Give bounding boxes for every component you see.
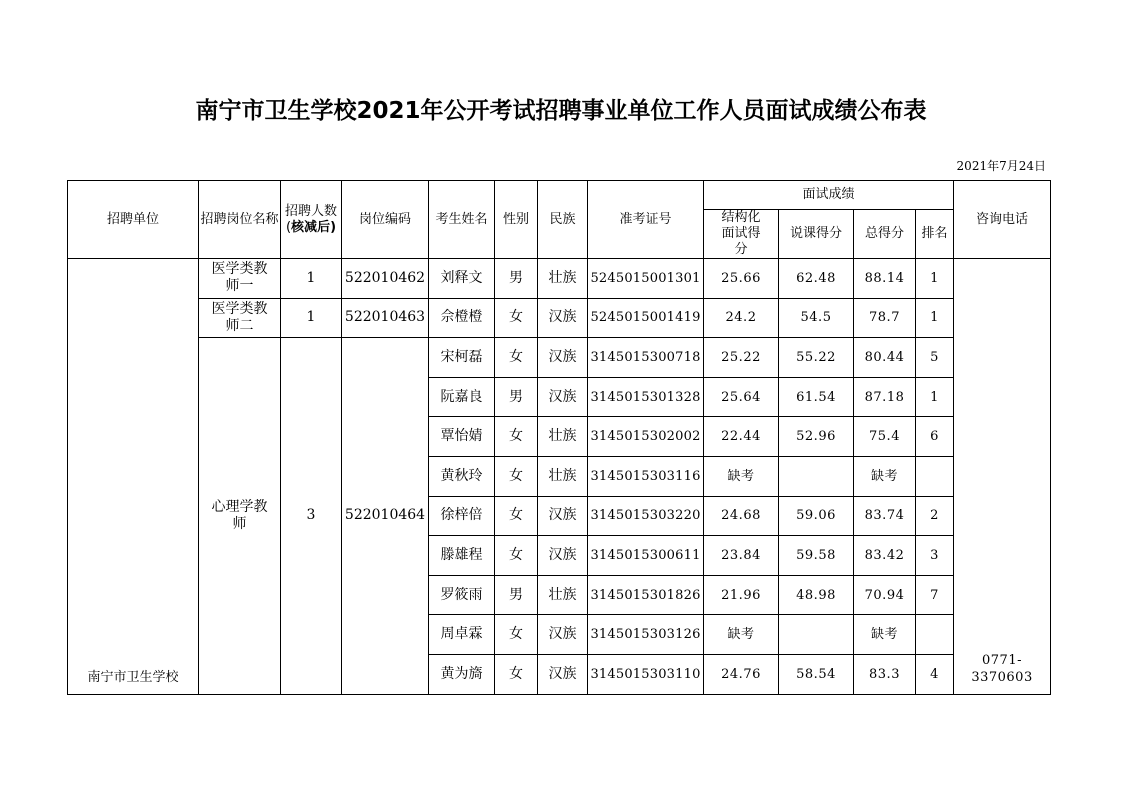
position-code-cell: 522010462 — [342, 259, 429, 299]
total-score-cell: 80.44 — [854, 338, 916, 378]
header-rank: 排名 — [916, 210, 954, 259]
total-score-cell: 88.14 — [854, 259, 916, 299]
ethnicity-cell: 汉族 — [538, 298, 588, 338]
total-score-cell: 83.42 — [854, 536, 916, 576]
candidate-name-cell: 黄为旖 — [429, 654, 495, 694]
header-position-name: 招聘岗位名称 — [199, 181, 281, 259]
ticket-no-cell: 3145015301328 — [588, 377, 704, 417]
gender-cell: 男 — [495, 377, 538, 417]
structured-score-cell: 22.44 — [704, 417, 779, 457]
total-score-cell: 缺考 — [854, 615, 916, 655]
lecture-score-cell — [779, 615, 854, 655]
rank-cell: 7 — [916, 575, 954, 615]
candidate-name-cell: 徐梓倍 — [429, 496, 495, 536]
header-phone: 咨询电话 — [954, 181, 1051, 259]
ethnicity-cell: 汉族 — [538, 377, 588, 417]
structured-score-cell: 24.76 — [704, 654, 779, 694]
structured-score-cell: 缺考 — [704, 456, 779, 496]
lecture-score-cell: 62.48 — [779, 259, 854, 299]
lecture-score-cell: 61.54 — [779, 377, 854, 417]
rank-cell: 1 — [916, 298, 954, 338]
rank-cell: 5 — [916, 338, 954, 378]
header-quota-a: 招聘人数( — [284, 203, 337, 235]
ticket-no-cell: 3145015303110 — [588, 654, 704, 694]
header-unit: 招聘单位 — [68, 181, 199, 259]
rank-cell: 2 — [916, 496, 954, 536]
header-interview-group: 面试成绩 — [704, 181, 954, 210]
gender-cell: 女 — [495, 536, 538, 576]
ticket-no-cell: 3145015300718 — [588, 338, 704, 378]
structured-score-cell: 24.2 — [704, 298, 779, 338]
page-title: 南宁市卫生学校2021年公开考试招聘事业单位工作人员面试成绩公布表 — [195, 98, 927, 124]
lecture-score-cell: 52.96 — [779, 417, 854, 457]
ticket-no-cell: 3145015300611 — [588, 536, 704, 576]
header-lecture: 说课得分 — [779, 210, 854, 259]
total-score-cell: 70.94 — [854, 575, 916, 615]
ethnicity-cell: 汉族 — [538, 654, 588, 694]
lecture-score-cell: 55.22 — [779, 338, 854, 378]
ticket-no-cell: 5245015001419 — [588, 298, 704, 338]
structured-score-cell: 23.84 — [704, 536, 779, 576]
table-row — [68, 338, 1051, 378]
header-gender: 性别 — [495, 181, 538, 259]
total-score-cell: 87.18 — [854, 377, 916, 417]
rank-cell: 1 — [916, 377, 954, 417]
ethnicity-cell: 壮族 — [538, 259, 588, 299]
ethnicity-cell: 汉族 — [538, 615, 588, 655]
gender-cell: 男 — [495, 575, 538, 615]
rank-cell — [916, 615, 954, 655]
structured-score-cell: 21.96 — [704, 575, 779, 615]
header-quota-b: 核减 — [291, 219, 318, 235]
structured-score-cell: 25.64 — [704, 377, 779, 417]
ethnicity-cell: 壮族 — [538, 456, 588, 496]
total-score-cell: 83.3 — [854, 654, 916, 694]
rank-cell: 3 — [916, 536, 954, 576]
lecture-score-cell: 54.5 — [779, 298, 854, 338]
gender-cell: 女 — [495, 298, 538, 338]
rank-cell: 4 — [916, 654, 954, 694]
total-score-cell: 75.4 — [854, 417, 916, 457]
position-name-cell: 医学类教师一 — [199, 259, 281, 299]
publish-date: 2021年7月24日 — [956, 159, 1046, 173]
position-code-cell: 522010464 — [342, 338, 429, 694]
ticket-no-cell: 3145015303116 — [588, 456, 704, 496]
gender-cell: 女 — [495, 654, 538, 694]
header-ticket-no: 准考证号 — [588, 181, 704, 259]
candidate-name-cell: 周卓霖 — [429, 615, 495, 655]
ticket-no-cell: 5245015001301 — [588, 259, 704, 299]
phone-cell: 0771-3370603 — [954, 259, 1051, 695]
gender-cell: 女 — [495, 338, 538, 378]
gender-cell: 女 — [495, 417, 538, 457]
ethnicity-cell: 壮族 — [538, 417, 588, 457]
quota-cell: 1 — [281, 259, 342, 299]
structured-score-cell: 25.22 — [704, 338, 779, 378]
candidate-name-cell: 罗筱雨 — [429, 575, 495, 615]
header-ethnicity: 民族 — [538, 181, 588, 259]
structured-score-cell: 24.68 — [704, 496, 779, 536]
gender-cell: 女 — [495, 496, 538, 536]
candidate-name-cell: 阮嘉良 — [429, 377, 495, 417]
lecture-score-cell: 59.06 — [779, 496, 854, 536]
gender-cell: 女 — [495, 456, 538, 496]
total-score-cell: 83.74 — [854, 496, 916, 536]
header-quota — [281, 181, 342, 259]
header-position-code: 岗位编码 — [342, 181, 429, 259]
candidate-name-cell: 滕雄程 — [429, 536, 495, 576]
ticket-no-cell: 3145015302002 — [588, 417, 704, 457]
unit-name-cell: 南宁市卫生学校 — [68, 259, 199, 695]
candidate-name-cell: 宋柯磊 — [429, 338, 495, 378]
rank-cell — [916, 456, 954, 496]
header-total: 总得分 — [854, 210, 916, 259]
lecture-score-cell — [779, 456, 854, 496]
ethnicity-cell: 汉族 — [538, 338, 588, 378]
ticket-no-cell: 3145015303126 — [588, 615, 704, 655]
candidate-name-cell: 黄秋玲 — [429, 456, 495, 496]
ticket-no-cell: 3145015301826 — [588, 575, 704, 615]
structured-score-cell: 25.66 — [704, 259, 779, 299]
header-structured: 结构化面试得分 — [704, 210, 779, 259]
table-row — [68, 298, 1051, 338]
lecture-score-cell: 58.54 — [779, 654, 854, 694]
header-candidate-name: 考生姓名 — [429, 181, 495, 259]
ethnicity-cell: 壮族 — [538, 575, 588, 615]
structured-score-cell: 缺考 — [704, 615, 779, 655]
quota-cell: 3 — [281, 338, 342, 694]
lecture-score-cell: 59.58 — [779, 536, 854, 576]
total-score-cell: 78.7 — [854, 298, 916, 338]
position-name-cell: 医学类教师二 — [199, 298, 281, 338]
score-table — [67, 180, 1051, 695]
rank-cell: 6 — [916, 417, 954, 457]
gender-cell: 男 — [495, 259, 538, 299]
header-quota-c: 后) — [317, 219, 337, 235]
ethnicity-cell: 汉族 — [538, 536, 588, 576]
ticket-no-cell: 3145015303220 — [588, 496, 704, 536]
lecture-score-cell: 48.98 — [779, 575, 854, 615]
position-name-cell: 心理学教师 — [199, 338, 281, 694]
candidate-name-cell: 佘橙橙 — [429, 298, 495, 338]
gender-cell: 女 — [495, 615, 538, 655]
candidate-name-cell: 刘释文 — [429, 259, 495, 299]
table-row — [68, 259, 1051, 299]
total-score-cell: 缺考 — [854, 456, 916, 496]
ethnicity-cell: 汉族 — [538, 496, 588, 536]
position-code-cell: 522010463 — [342, 298, 429, 338]
candidate-name-cell: 覃怡婧 — [429, 417, 495, 457]
rank-cell: 1 — [916, 259, 954, 299]
quota-cell: 1 — [281, 298, 342, 338]
